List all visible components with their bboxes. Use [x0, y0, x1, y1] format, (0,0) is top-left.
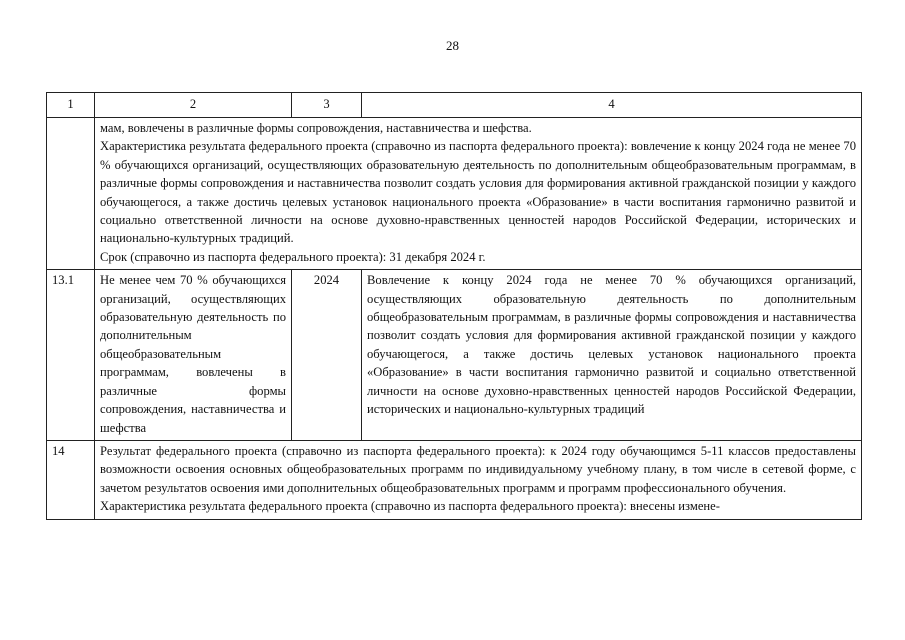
column-header-1: 1 [47, 93, 95, 118]
row-14-paragraph: Результат федерального проекта (справочно из паспорта федерального проекта): к 2024 году обучающимся 5-11 классов предоставлены возможности освоения основных общеобразовательных программ по индивидуальному учебному плану, в том числе в сетевой форме, с зачетом результатов освоения ими дополнительных общеобразовательных программ и программ профессионального обучения. [100, 443, 856, 495]
continuation-paragraph: мам, вовлечены в различные формы сопровождения, наставничества и шефства. [100, 121, 532, 135]
table-row-13-1 [47, 270, 862, 441]
continuation-paragraph: Характеристика результата федерального проекта (справочно из паспорта федерального проекта): вовлечение к концу 2024 года не менее 70 % обучающихся организаций, осуществляющих образовательную деятельность по дополнительным общеобразовательным программам, в различные формы сопровождения и наставничества позволит создать условия для формирования активной гражданской позиции у каждого обучающегося, а также достичь целевых установок национального проекта «Образование» в части воспитания гармонично развитой и социально ответственной личности на основе духовно-нравственных ценностей народов Российской Федерации, исторических и национально-культурных традиций. [100, 139, 856, 246]
description-cell: Вовлечение к концу 2024 года не менее 70 % обучающихся организаций, осуществляющих образовательную деятельность по дополнительным общеобразовательным программам, в различные формы сопровождения и наставничества позволит создать условия для формирования активной гражданской позиции у каждого обучающегося, а также достичь целевых установок национального проекта «Образование» в части воспитания гармонично развитой и социально ответственной личности на основе духовно-нравственных ценностей народов Российской Федерации, исторических и национально-культурных традиций [362, 270, 862, 441]
document-table [46, 92, 862, 520]
column-header-3: 3 [292, 93, 362, 118]
column-header-2: 2 [95, 93, 292, 118]
row-number-cell: 13.1 [47, 270, 95, 441]
column-header-4: 4 [362, 93, 862, 118]
row-number-cell: 14 [47, 440, 95, 519]
continuation-cell [95, 118, 862, 270]
table-row-continuation [47, 118, 862, 270]
year-cell: 2024 [292, 270, 362, 441]
result-cell: Не менее чем 70 % обучающихся организаций, осуществляющих образовательную деятельность по дополнительным общеобразовательным программам, вовлечены в различные формы сопровождения, наставничества и шефства [95, 270, 292, 441]
table-header-row [47, 93, 862, 118]
table-row-14 [47, 440, 862, 519]
continuation-paragraph: Срок (справочно из паспорта федерального проекта): 31 декабря 2024 г. [100, 249, 486, 264]
row-14-content-cell [95, 440, 862, 519]
row-number-cell-empty [47, 118, 95, 270]
row-14-paragraph: Характеристика результата федерального проекта (справочно из паспорта федерального проекта): внесены измене- [100, 499, 720, 514]
page-number: 28 [446, 38, 459, 53]
